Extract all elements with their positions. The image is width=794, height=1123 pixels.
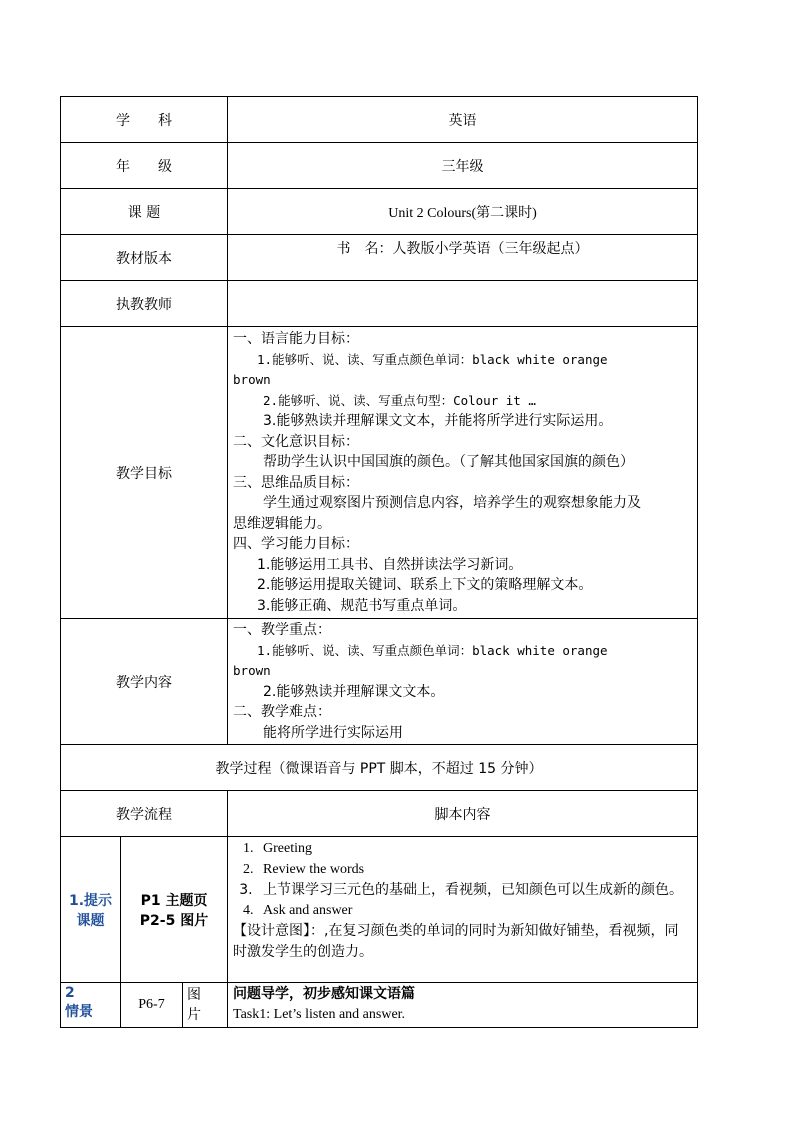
step2-type-line: 片 (187, 1007, 201, 1023)
step2-type (183, 983, 228, 1028)
step2-task: Task1: Let’s listen and answer. (233, 1006, 406, 1022)
content-line: 二、教学难点： (233, 704, 332, 720)
list-item: 1. Greeting (257, 839, 692, 860)
objective-line: 3.能够正确、规范书写重点单词。 (257, 597, 467, 614)
edition-value: 书 名：人教版小学英语（三年级起点） (228, 235, 698, 281)
teacher-value (228, 281, 698, 327)
step2-row (61, 983, 698, 1028)
step1-name-line: 1.提示 (68, 892, 113, 909)
list-item: 4. Ask and answer (257, 901, 692, 922)
step2-script (228, 983, 698, 1028)
teacher-label: 执教教师 (61, 281, 228, 327)
grade-label: 年 级 (61, 143, 228, 189)
flow-label: 教学流程 (61, 791, 228, 837)
objectives-content (228, 327, 698, 619)
objective-line: 帮助学生认识中国国旗的颜色。（了解其他国家国旗的颜色） (263, 454, 635, 470)
step2-type-line: 图 (187, 987, 201, 1003)
step2-page: P6-7 (121, 983, 183, 1028)
objectives-row (61, 327, 698, 619)
edition-label: 教材版本 (61, 235, 228, 281)
content-line: 1.能够听、说、读、写重点颜色单词：black white orange (257, 642, 608, 658)
objective-line: 3.能够熟读并理解课文文本，并能将所学进行实际运用。 (263, 413, 613, 429)
objective-line: 一、语言能力目标： (233, 331, 360, 347)
grade-row (61, 143, 698, 189)
subject-value: 英语 (228, 97, 698, 143)
flow-header-row (61, 791, 698, 837)
objectives-label: 教学目标 (61, 327, 228, 619)
step1-row (61, 837, 698, 983)
objective-line: brown (233, 372, 271, 387)
process-header-row (61, 745, 698, 791)
objective-line: 三、思维品质目标： (233, 474, 360, 491)
list-item: 3. 上节课学习三元色的基础上，看视频，已知颜色可以生成新的颜色。 (257, 880, 692, 901)
content-row (61, 619, 698, 745)
content-line: 能将所学进行实际运用 (263, 724, 404, 741)
objective-line: 四、学习能力目标： (233, 536, 360, 552)
objective-line: 二、文化意识目标： (233, 433, 360, 450)
content-content (228, 619, 698, 745)
step1-name-line: 课题 (76, 912, 105, 929)
step2-number: 2 (65, 985, 75, 1001)
grade-value: 三年级 (228, 143, 698, 189)
step1-name (61, 837, 121, 983)
objective-line: 1.能够运用工具书、自然拼读法学习新词。 (257, 556, 523, 573)
step2-name (61, 983, 121, 1028)
content-line: 一、教学重点： (233, 622, 332, 638)
objective-line: 1.能够听、说、读、写重点颜色单词：black white orange (257, 351, 608, 367)
list-item: 2. Review the words (257, 860, 692, 881)
step1-page-line: P1 主题页 (140, 892, 208, 909)
lesson-plan-table (60, 96, 698, 1028)
script-label: 脚本内容 (228, 791, 698, 837)
step2-title: 问题导学，初步感知课文语篇 (233, 986, 416, 1002)
objective-line: 2.能够运用提取关键词、联系上下文的策略理解文本。 (257, 577, 593, 593)
objective-line: 思维逻辑能力。 (233, 515, 332, 532)
step1-script (228, 837, 698, 983)
design-intent: 【设计意图】：,在复习颜色类的单词的同时为新知做好铺垫，看视频，同时激发学生的创造力。 (233, 923, 679, 960)
objective-line: 学生通过观察图片预测信息内容，培养学生的观察想象能力及 (263, 495, 642, 511)
teacher-row (61, 281, 698, 327)
step1-list (233, 839, 692, 921)
topic-value: Unit 2 Colours(第二课时) (228, 189, 698, 235)
step1-page-line: P2-5 图片 (139, 912, 209, 929)
process-header: 教学过程（微课语音与 PPT 脚本，不超过 15 分钟） (61, 745, 698, 791)
topic-label: 课 题 (61, 189, 228, 235)
edition-row (61, 235, 698, 281)
content-line: brown (233, 663, 271, 678)
step2-label: 情景 (65, 1004, 93, 1020)
subject-row (61, 97, 698, 143)
objective-line: 2.能够听、说、读、写重点句型：Colour it … (263, 392, 536, 408)
step1-pages (121, 837, 228, 983)
topic-row (61, 189, 698, 235)
subject-label: 学 科 (61, 97, 228, 143)
content-line: 2.能够熟读并理解课文文本。 (263, 683, 445, 700)
content-label: 教学内容 (61, 619, 228, 745)
